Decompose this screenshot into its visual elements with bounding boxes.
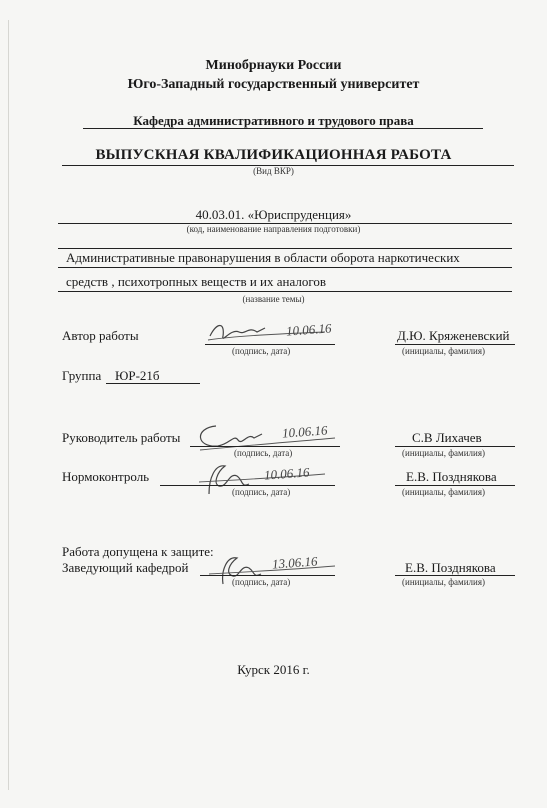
supervisor-name-caption: (инициалы, фамилия) (402, 448, 485, 458)
normcontrol-sign-date: 10.06.16 (263, 464, 310, 483)
topic-rule-1 (58, 267, 512, 268)
normcontrol-name-rule (395, 485, 515, 486)
city-year: Курск 2016 г. (237, 662, 310, 677)
supervisor-name-rule (395, 446, 515, 447)
group-label: Группа (62, 368, 102, 383)
normcontrol-sign-rule (160, 485, 335, 486)
department-head-sign-date: 13.06.16 (271, 553, 318, 572)
group-rule (106, 383, 200, 384)
normcontrol-label: Нормоконтроль (62, 469, 150, 484)
author-name-caption: (инициалы, фамилия) (402, 346, 485, 356)
topic-line-2: средств , психотропных веществ и их аналогов (66, 274, 327, 289)
admission-label: Работа допущена к защите: (62, 544, 214, 559)
department-head-sign-caption: (подпись, дата) (232, 577, 291, 587)
topic-line-1: Административные правонарушения в области оборота наркотических (66, 250, 460, 265)
supervisor-sign-caption: (подпись, дата) (234, 448, 293, 458)
normcontrol-name: Е.В. Позднякова (406, 469, 497, 484)
university-name: Юго-Западный государственный университет (127, 77, 420, 92)
department-name: Кафедра административного и трудового права (133, 113, 414, 128)
author-name: Д.Ю. Кряженевский (397, 328, 510, 343)
supervisor-sign-rule (190, 446, 340, 447)
topic-rule-2 (58, 291, 512, 292)
author-sign-caption: (подпись, дата) (232, 346, 291, 356)
group-value: ЮР-21б (115, 368, 160, 383)
supervisor-sign-date: 10.06.16 (281, 422, 328, 441)
department-head-name-caption: (инициалы, фамилия) (402, 577, 485, 587)
department-head-label: Заведующий кафедрой (62, 560, 189, 575)
work-type-caption: (Вид ВКР) (253, 166, 294, 176)
topic-caption: (название темы) (242, 294, 305, 304)
normcontrol-name-caption: (инициалы, фамилия) (402, 487, 485, 497)
topic-top-rule (58, 248, 512, 249)
ministry-name: Минобрнауки России (205, 58, 342, 73)
supervisor-name: С.В Лихачев (412, 430, 482, 445)
author-sign-date: 10.06.16 (285, 320, 332, 339)
department-head-sign-rule (200, 575, 335, 576)
author-sign-rule (205, 344, 335, 345)
work-type-title: ВЫПУСКНАЯ КВАЛИФИКАЦИОННАЯ РАБОТА (95, 147, 452, 163)
normcontrol-sign-caption: (подпись, дата) (232, 487, 291, 497)
department-underline (83, 128, 483, 129)
specialty-caption: (код, наименование направления подготовки) (186, 224, 361, 234)
department-head-name-rule (395, 575, 515, 576)
supervisor-label: Руководитель работы (62, 430, 181, 445)
specialty: 40.03.01. «Юриспруденция» (195, 207, 352, 222)
author-name-rule (395, 344, 515, 345)
author-label: Автор работы (62, 328, 139, 343)
department-head-name: Е.В. Позднякова (405, 560, 496, 575)
